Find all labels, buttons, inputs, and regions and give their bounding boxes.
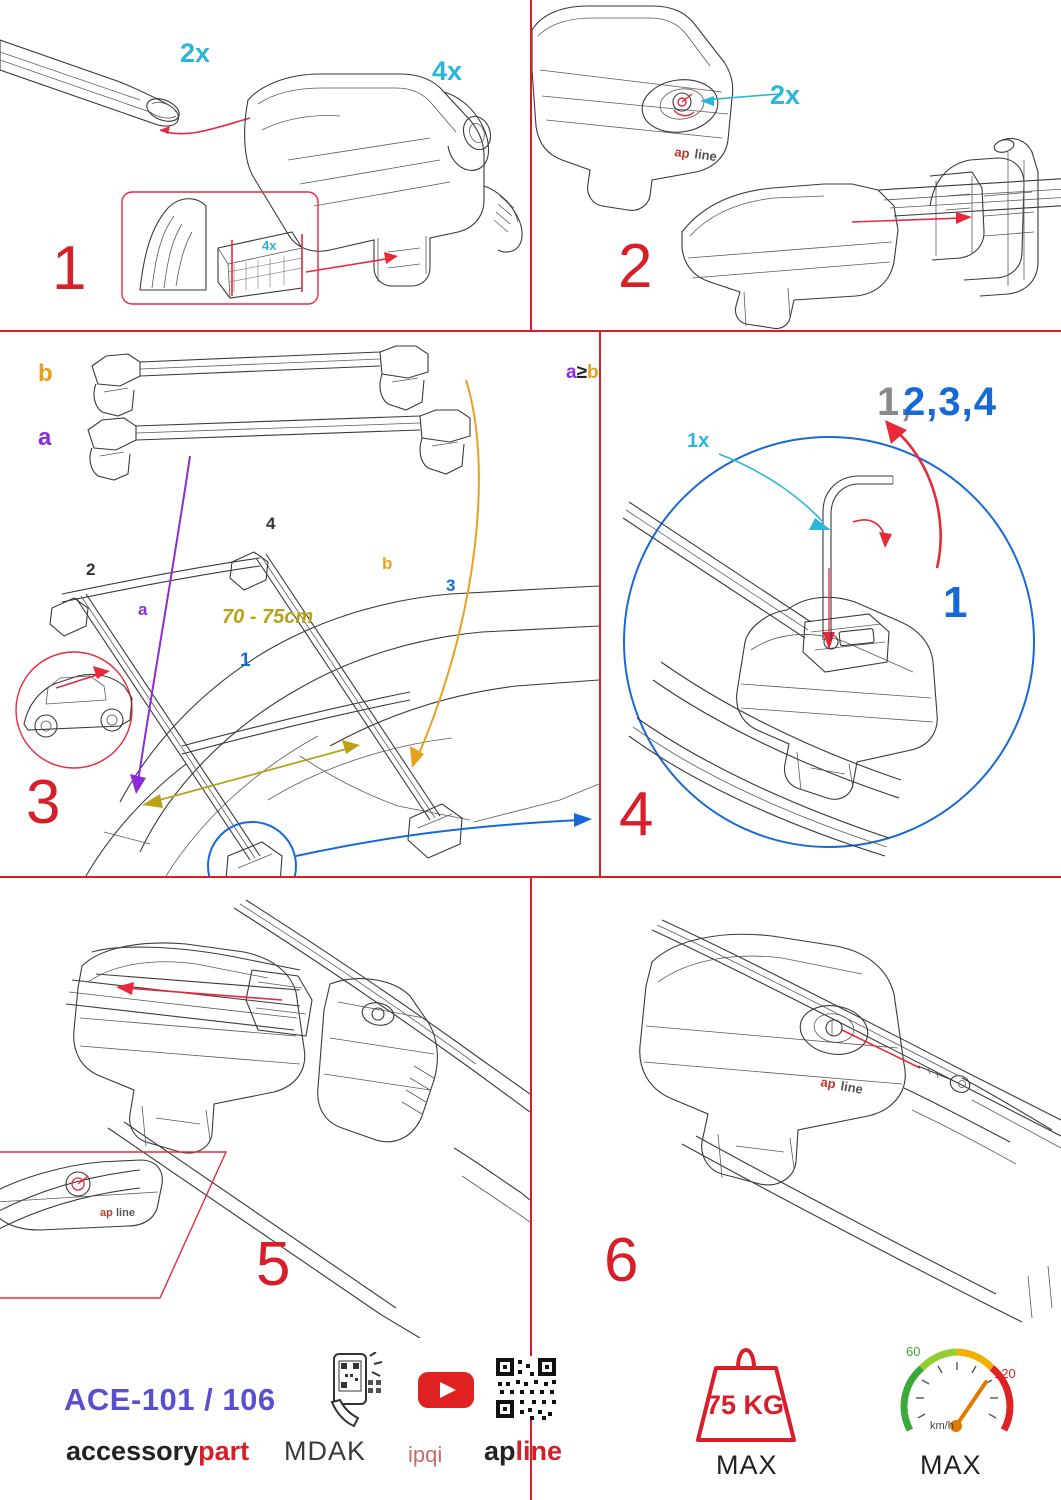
step-6-panel — [532, 878, 1061, 1338]
step-4-panel — [601, 332, 1061, 876]
brand-apline-suffix: line — [515, 1436, 563, 1466]
bar-number-2: 2 — [86, 560, 96, 579]
quantity-label-1x: 1x — [687, 430, 710, 452]
svg-text:ap: ap — [100, 1207, 113, 1219]
sequence-blue: 2,3,4 — [903, 380, 997, 424]
step-3-panel — [0, 332, 599, 876]
brand-accessorypart-prefix: accessory — [66, 1436, 199, 1466]
label-a: a — [38, 424, 52, 451]
quantity-label-2x-step2: 2x — [770, 80, 801, 110]
step-number-4: 4 — [619, 780, 654, 849]
step-number-6: 6 — [604, 1226, 639, 1295]
brand-apline-prefix: ap — [484, 1436, 516, 1466]
quantity-label-2x: 2x — [180, 38, 211, 68]
step-number-3: 3 — [26, 768, 61, 837]
dimension-label: 70 - 75cm — [222, 606, 314, 628]
brand-mdak: MDAK — [284, 1436, 367, 1466]
footer — [0, 1340, 1061, 1500]
step-3-illustration — [0, 332, 599, 876]
svg-text:ap: ap — [673, 144, 691, 162]
bar-number-4: 4 — [266, 514, 276, 533]
youtube-icon[interactable] — [416, 1368, 476, 1412]
condition-note: a≥b — [566, 362, 599, 383]
brand-accessorypart-suffix: part — [198, 1436, 250, 1466]
bar-number-1: 1 — [240, 650, 251, 671]
sequence-gray: 1, — [877, 380, 913, 424]
label-b: b — [38, 360, 53, 387]
brand-accessorypart — [66, 1436, 249, 1467]
qr-code-icon — [494, 1356, 558, 1420]
step-5-panel — [0, 878, 530, 1338]
label-a-small: a — [138, 600, 148, 619]
brand-apline — [484, 1436, 562, 1467]
step-number-5: 5 — [256, 1230, 291, 1299]
step-1-panel — [0, 0, 530, 330]
qr-phone-icon — [318, 1352, 388, 1432]
inset-quantity-label: 4x — [262, 238, 277, 253]
svg-text:line: line — [839, 1078, 865, 1097]
svg-text:line: line — [116, 1207, 135, 1219]
weight-value: 75 KG — [706, 1390, 785, 1420]
step-2-panel — [532, 0, 1061, 330]
speed-max-text: MAX — [920, 1450, 982, 1480]
svg-text:ap: ap — [819, 1074, 838, 1092]
brand-ipqi: ipqi — [408, 1442, 443, 1467]
step-number-2: 2 — [618, 232, 653, 301]
weight-max-label: MAX — [716, 1450, 778, 1480]
step-2-illustration — [532, 0, 1061, 330]
model-number: ACE-101 / 106 — [64, 1382, 276, 1417]
step-number-1: 1 — [52, 234, 87, 303]
highlight-number-1: 1 — [943, 578, 968, 627]
quantity-label-4x: 4x — [432, 56, 463, 86]
speed-min-label: 60 — [906, 1344, 921, 1359]
speed-max-label: 120 — [994, 1366, 1016, 1381]
svg-text:line: line — [693, 146, 718, 165]
bar-number-3: 3 — [446, 576, 456, 595]
label-b-small: b — [382, 554, 393, 573]
speed-unit-label: km/h — [930, 1420, 954, 1432]
